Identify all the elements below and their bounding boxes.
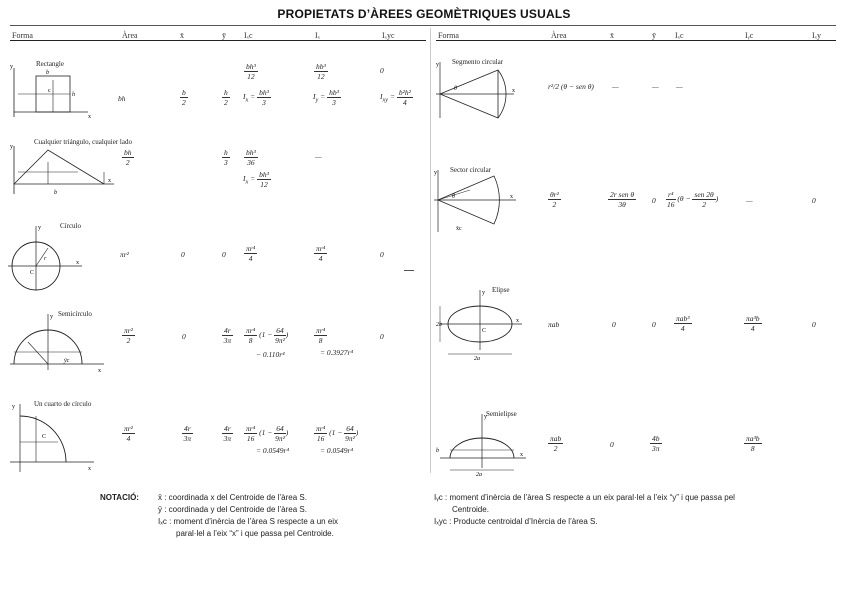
semiellipse-ybar: $\frac{4b}{3\pi}$ [651,434,660,453]
note-iyc: Iᵧc : moment d’inèrcia de l’àrea S respecte a un eix paral·lel a l’eix “y” i que passa pel [434,493,735,502]
quarter-area: $\frac{\text{πr²}}{4}$ [124,424,133,443]
circle-ybar: 0 [222,250,226,259]
tri-ixc: $\frac{\text{bh³}}{36}$ [246,148,256,167]
title-rule [10,25,836,26]
svg-text:c: c [48,88,51,94]
sector-figure [430,168,520,234]
svg-text:b: b [54,190,57,196]
rect-ix-col: $\frac{\text{hb³}}{12}$ [316,62,326,81]
tri-ybar: $\frac{h}{3}$ [224,148,228,167]
semiellipse-figure [436,412,530,478]
svg-text:y: y [10,144,13,150]
svg-text:C: C [482,328,487,334]
circle-area: πr² [120,250,129,259]
header-rule-right [436,40,836,41]
rh-ybar: ȳ [652,31,656,40]
notation-left [158,492,418,540]
note-ixc-cont: paral·lel a l’eix “x” i que passa pel Centroide. [176,529,334,538]
rect-iy-col: $I_y$ = $\frac{\text{hb³}}{3}$ [313,88,339,107]
quarter-ix: $\frac{\text{πr⁴}}{16}$ (1 − $\frac{64}{\text{9π²}}$ ) [316,424,359,443]
rh-xbar: x̄ [610,31,614,40]
svg-text:2a: 2a [476,472,482,478]
quarter-ixc-approx: = 0.0549r⁴ [256,446,290,455]
svg-text:x: x [516,318,519,324]
tri-ixyc: — [315,152,322,161]
semicircle-figure [8,312,108,376]
segment-xbar: — [612,82,619,91]
lh-forma: Forma [12,31,33,40]
svg-text:x̄c: x̄c [456,226,462,232]
label-rectangle: Rectangle [36,60,64,68]
circle-xbar: 0 [181,250,185,259]
svg-text:C: C [30,270,35,276]
svg-text:x: x [108,178,111,184]
ellipse-ixc: $\frac{\text{πab³}}{4}$ [676,314,690,333]
svg-text:y: y [434,170,437,176]
rect-ixy: $I_{xy}$ = $\frac{\text{b²h²}}{4}$ [380,88,411,107]
segment-area: r²/2 (θ − sen θ) [548,82,594,91]
note-ixyc: Iₓyc : Producte centroidal d’Inèrcia de l’àrea S. [434,517,598,526]
rect-ix: $I_x$ = $\frac{\text{bh³}}{3}$ [243,88,269,107]
semi-xbar: 0 [182,332,186,341]
svg-text:y: y [436,62,439,68]
rh-forma: Forma [438,31,459,40]
rectangle-figure [8,62,96,122]
lh-area: Àrea [122,31,138,40]
semi-ix-approx: = 0.3927r⁴ [320,348,354,357]
rect-ixc: $\frac{\text{bh³}}{12}$ [246,62,256,81]
label-semicircle: Semicírculo [58,310,92,318]
svg-text:ȳc: ȳc [64,358,70,364]
svg-text:2a: 2a [474,356,480,360]
sector-ixy: 0 [812,196,816,205]
semi-ybar: $\frac{4r}{3\pi}$ [223,326,232,345]
rect-area: bh [118,94,126,103]
ellipse-xbar: 0 [612,320,616,329]
svg-text:y: y [482,290,485,296]
label-triangle: Cualquier triángulo, cualquier lado [34,138,132,146]
rh-iyc: Iᵧc [745,31,754,40]
sector-area: $\frac{\text{θr²}}{2}$ [550,190,559,209]
semi-ixc: $\frac{\text{πr⁴}}{8}$ (1 − $\frac{64}{\text{9π²}}$ ) [246,326,289,345]
note-ybar: ȳ : coordinada y del Centroide de l’àrea S. [158,505,307,514]
svg-text:r: r [44,256,47,262]
svg-text:y: y [50,314,53,320]
svg-text:y: y [484,414,487,420]
note-iyc-cont: Centroide. [452,505,489,514]
segment-ixc: — [676,82,683,91]
svg-text:x: x [88,114,91,120]
sector-iyc: — [746,196,753,205]
svg-text:x: x [520,452,523,458]
svg-text:2b: 2b [436,322,442,328]
circle-ix: $\frac{\text{πr⁴}}{4}$ [316,244,326,263]
circle-rule [404,270,414,271]
notation-right [434,492,834,528]
note-xbar: x̄ : coordinada x del Centroide de l’àrea S. [158,493,307,502]
label-segment: Segmento circular [452,58,504,66]
sector-ybar: 0 [652,196,656,205]
rh-ixc: Iₓc [675,31,684,40]
svg-text:y: y [10,64,13,70]
lh-xbar: x̄ [180,31,184,40]
circle-ixc: $\frac{\text{πr⁴}}{4}$ [246,244,256,263]
lh-ixyc: Iₓyc [382,31,395,40]
tri-area: $\frac{bh}{2}$ [124,148,132,167]
rect-ybar: $\frac{h}{2}$ [224,88,228,107]
segment-figure [434,60,520,120]
svg-text:b: b [46,70,49,76]
quarter-ixc: $\frac{\text{πr⁴}}{16}$ (1 − $\frac{64}{\text{9π²}}$ ) [246,424,289,443]
notation-label: NOTACIÓ: [100,493,139,502]
ellipse-ybar: 0 [652,320,656,329]
ellipse-area: πab [548,320,560,329]
center-divider [430,28,431,473]
svg-text:x: x [88,466,91,472]
ellipse-ixy: 0 [812,320,816,329]
semi-ix: $\frac{\text{πr⁴}}{8}$ [316,326,326,345]
semi-ixyc: 0 [380,332,384,341]
semiellipse-iyc: $\frac{\text{πa³b}}{8}$ [746,434,760,453]
label-quarter-circle: Un cuarto de círculo [34,400,92,408]
semi-ixc-approx: − 0.110r⁴ [256,350,285,359]
quarter-ix-approx: = 0.0549r⁴ [320,446,354,455]
rh-ixy: Iₓy [812,31,821,40]
quarter-ybar: $\frac{4r}{3\pi}$ [223,424,232,443]
svg-text:θ: θ [452,194,455,200]
svg-text:x: x [512,88,515,94]
segment-ybar: — [652,82,659,91]
svg-text:θ: θ [454,86,457,92]
label-semiellipse: Semielipse [486,410,517,418]
semi-area: $\frac{\text{πr²}}{2}$ [124,326,133,345]
svg-text:h: h [72,92,75,98]
semiellipse-area: $\frac{\text{πab}}{2}$ [550,434,562,453]
page-title: PROPIETATS D’ÀREES GEOMÈTRIQUES USUALS [277,7,571,21]
quarter-xbar: $\frac{4r}{3\pi}$ [183,424,192,443]
svg-text:b: b [436,448,439,454]
sector-xbar: $\frac{\text{2r sen θ}}{3\theta}$ [610,190,635,209]
ellipse-figure [436,288,528,360]
lh-ixc: Iₓc [244,31,253,40]
svg-text:y: y [38,225,41,231]
label-sector: Sector circular [450,166,492,174]
svg-text:y: y [12,404,15,410]
rh-area: Àrea [551,31,567,40]
semiellipse-xbar: 0 [610,440,614,449]
ellipse-iyc: $\frac{\text{πa³b}}{4}$ [746,314,760,333]
tri-ix: $I_x$ = $\frac{\text{bh³}}{12}$ [243,170,269,189]
svg-text:x: x [510,194,513,200]
label-ellipse: Elipse [492,286,510,294]
sector-ixc: $\frac{\text{r⁴}}{16}$ (θ − $\frac{\text{sen 2θ}}{2}$ ) [667,190,719,209]
lh-ix: Iₓ [315,31,320,40]
rect-ixyc: 0 [380,66,384,75]
circle-ixyc: 0 [380,250,384,259]
svg-text:x: x [98,368,101,374]
triangle-figure [8,142,118,198]
quarter-circle-figure [6,402,98,476]
svg-text:C: C [42,434,47,440]
label-circle: Círculo [60,222,81,230]
lh-ybar: ȳ [222,31,226,40]
rect-xbar: $\frac{b}{2}$ [182,88,186,107]
header-rule-left [10,40,426,41]
svg-text:x: x [76,260,79,266]
circle-figure [6,224,86,292]
note-ixc: Iₓc : moment d’inèrcia de l’àrea S respecte a un eix [158,517,339,526]
